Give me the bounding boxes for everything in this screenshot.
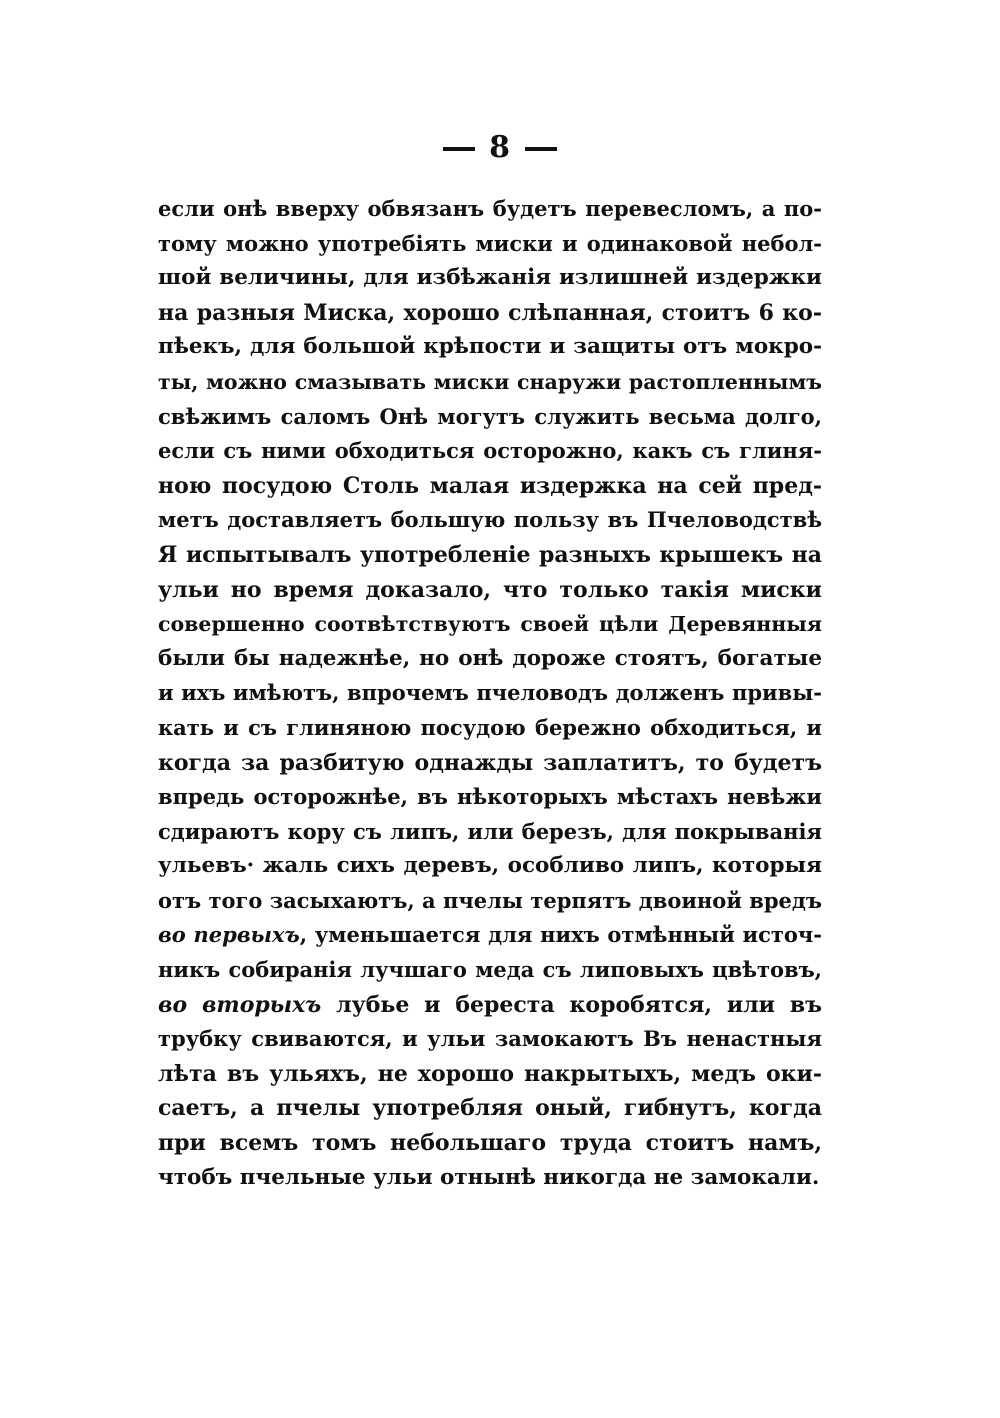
text-line [158,469,822,504]
page-number: 8 [489,130,511,165]
text-line [158,988,822,1023]
text-segment: трубку свиваются, и ульи замокаютъ Въ ненастныя [158,1026,822,1052]
text-segment: впредь осторожнѣе, въ нѣкоторыхъ мѣстахъ невѣжи [158,784,822,810]
text-line [158,365,822,400]
text-segment: метъ доставляетъ большую пользу въ Пчеловодствѣ [158,507,822,533]
body-text [158,192,822,1195]
text-segment: свѣжимъ саломъ Онѣ могутъ служить весьма долго, [158,403,822,429]
text-segment: кать и съ глиняною посудою бережно обходиться, и [158,714,822,740]
text-line [158,1161,822,1196]
text-segment: на разныя Миска, хорошо слѣпанная, стоитъ 6 ко- [158,299,822,326]
text-segment: лѣта въ ульяхъ, не хорошо накрытыхъ, медъ оки- [158,1060,822,1087]
text-line [158,503,822,538]
italic-text-segment: во вторыхъ [158,991,322,1018]
text-segment: шой величины, для избѣжанія излишней издержки [158,265,822,291]
italic-text-segment: во первыхъ [158,922,300,948]
text-segment: лубье и береста коробятся, или въ [321,991,822,1018]
text-line [158,573,822,608]
text-line [158,815,822,850]
text-line [158,953,822,988]
text-segment: Я испытывалъ употребленіе разныхъ крышекъ на [158,541,822,568]
text-line [158,296,822,331]
text-segment: и ихъ имѣютъ, впрочемъ пчеловодъ долженъ привы- [158,680,822,706]
text-line [158,1126,822,1161]
text-segment: ною посудою Столь малая издержка на сей пред- [158,472,822,499]
left-dash [443,147,475,151]
text-line [158,434,822,469]
text-segment: пѣекъ, для большой крѣпости и защиты отъ мокро- [158,334,822,360]
text-line [158,330,822,365]
text-segment: никъ собиранія лучшаго меда съ липовыхъ цвѣтовъ, [158,957,822,983]
text-line [158,711,822,746]
text-segment: ты, можно смазывать миски снаружи растопленнымъ [158,369,822,394]
text-segment: отъ того засыхаютъ, а пчелы терпятъ двоиной вредъ [158,887,822,913]
text-segment: тому можно употребiять миски и одинаковой небол- [158,230,822,256]
text-segment: если съ ними обходиться осторожно, какъ съ глиня- [158,438,822,464]
text-line [158,607,822,642]
text-line [158,400,822,435]
text-segment: , уменьшается для нихъ отмѣнный источ- [299,922,822,948]
text-line [158,642,822,677]
text-segment: ульевъ· жаль сихъ деревъ, особливо липъ, которыя [158,853,822,879]
page-number-header [0,128,1000,168]
text-segment: при всемъ томъ небольшаго труда стоитъ намъ, [158,1130,822,1157]
text-line [158,918,822,953]
text-segment: если онѣ вверху обвязанъ будетъ перевесломъ, а по- [158,196,822,221]
text-segment: ульи но время доказало, что только такія миски [158,576,822,603]
text-segment: саетъ, а пчелы употребляя оный, гибнутъ, когда [158,1095,822,1122]
text-segment: совершенно соотвѣтствуютъ своей цѣли Деревянныя [158,612,822,637]
text-line [158,1057,822,1092]
text-line [158,538,822,573]
right-dash [525,147,557,151]
text-line [158,1022,822,1057]
text-segment: были бы надежнѣе, но онѣ дороже стоятъ, богатые [158,645,822,671]
text-segment: когда за разбитую однажды заплатитъ, то будетъ [158,749,822,776]
text-line [158,746,822,781]
text-line [158,884,822,919]
text-line [158,780,822,815]
text-line [158,261,822,296]
text-segment: сдираютъ кору съ липъ, или березъ, для покрыванія [158,818,822,844]
text-segment: чтобъ пчельные ульи отнынѣ никогда не замокали. [158,1164,820,1190]
text-line [158,1091,822,1126]
text-line [158,676,822,711]
text-line [158,192,822,227]
text-line [158,849,822,884]
text-line [158,227,822,262]
